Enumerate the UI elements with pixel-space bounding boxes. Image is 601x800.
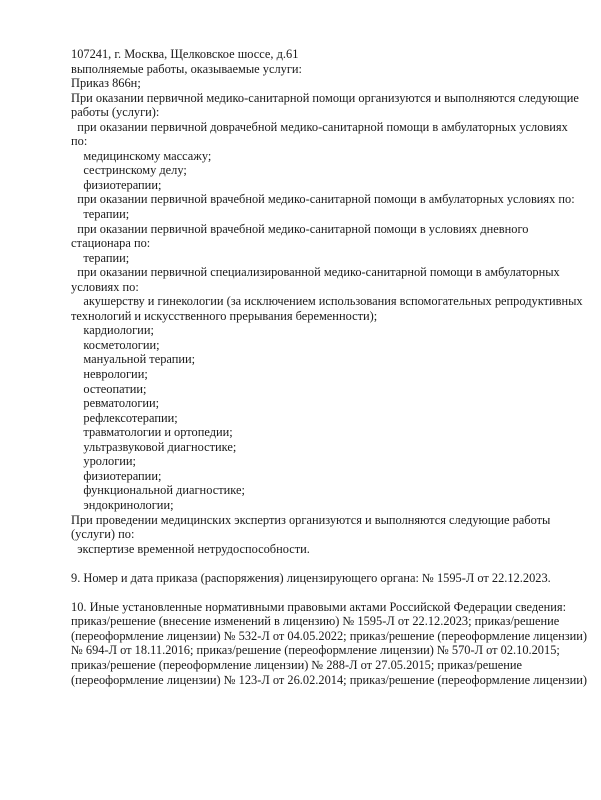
text-line: рефлексотерапии;: [71, 410, 178, 425]
text-line: экспертизе временной нетрудоспособности.: [71, 541, 310, 556]
text-line: травматологии и ортопедии;: [71, 425, 233, 440]
text-line: Приказ 866н;: [71, 76, 141, 91]
text-line: работы (услуги):: [71, 105, 160, 120]
text-line: ультразвуковой диагностике;: [71, 439, 237, 454]
text-line: кардиологии;: [71, 323, 154, 338]
text-line: мануальной терапии;: [71, 352, 196, 367]
text-line: выполняемые работы, оказываемые услуги:: [71, 61, 303, 76]
blank-line: [71, 556, 581, 571]
text-line: неврологии;: [71, 367, 148, 382]
text-line: по:: [71, 134, 88, 149]
blank-line: [71, 585, 581, 600]
text-line: эндокринологии;: [71, 497, 174, 512]
text-line: При проведении медицинских экспертиз организуются и выполняются следующие работы: [71, 512, 551, 527]
text-line: технологий и искусственного прерывания беременности);: [71, 308, 378, 323]
text-line: при оказании первичной доврачебной медико-санитарной помощи в амбулаторных условиях: [71, 119, 568, 134]
text-line: условиях по:: [71, 279, 139, 294]
text-line: функциональной диагностике;: [71, 483, 245, 498]
text-line: остеопатии;: [71, 381, 147, 396]
text-line: физиотерапии;: [71, 177, 162, 192]
text-line: стационара по:: [71, 236, 151, 251]
text-line: медицинскому массажу;: [71, 148, 212, 163]
text-line: (услуги) по:: [71, 527, 135, 542]
text-line: при оказании первичной специализированной медико-санитарной помощи в амбулаторных: [71, 265, 560, 280]
text-line: № 694-Л от 18.11.2016; приказ/решение (переоформление лицензии) № 570-Л от 02.10.2015;: [71, 643, 560, 658]
text-line: акушерству и гинекологии (за исключением использования вспомогательных репродуктивных: [71, 294, 583, 309]
text-line: При оказании первичной медико-санитарной помощи организуются и выполняются следующие: [71, 90, 579, 105]
text-line: (переоформление лицензии) № 123-Л от 26.02.2014; приказ/решение (переоформление лицензии): [71, 672, 588, 687]
text-line: терапии;: [71, 250, 130, 265]
text-line: при оказании первичной врачебной медико-санитарной помощи в амбулаторных условиях по:: [71, 192, 575, 207]
text-line: при оказании первичной врачебной медико-санитарной помощи в условиях дневного: [71, 221, 529, 236]
text-line: приказ/решение (внесение изменений в лицензию) № 1595-Л от 22.12.2023; приказ/решение: [71, 614, 560, 629]
text-line: косметологии;: [71, 337, 160, 352]
text-line: терапии;: [71, 207, 130, 222]
text-line: (переоформление лицензии) № 532-Л от 04.05.2022; приказ/решение (переоформление лицензии): [71, 628, 588, 643]
text-line: урологии;: [71, 454, 136, 469]
text-line: 9. Номер и дата приказа (распоряжения) лицензирующего органа: № 1595-Л от 22.12.2023.: [71, 570, 551, 585]
text-line: 107241, г. Москва, Щелковское шоссе, д.61: [71, 47, 299, 61]
text-line: приказ/решение (переоформление лицензии) № 288-Л от 27.05.2015; приказ/решение: [71, 657, 523, 672]
text-line: физиотерапии;: [71, 468, 162, 483]
document-page: [71, 47, 588, 687]
text-line: ревматологии;: [71, 396, 160, 411]
text-line: сестринскому делу;: [71, 163, 187, 178]
text-line: 10. Иные установленные нормативными правовыми актами Российской Федерации сведения:: [71, 599, 567, 614]
